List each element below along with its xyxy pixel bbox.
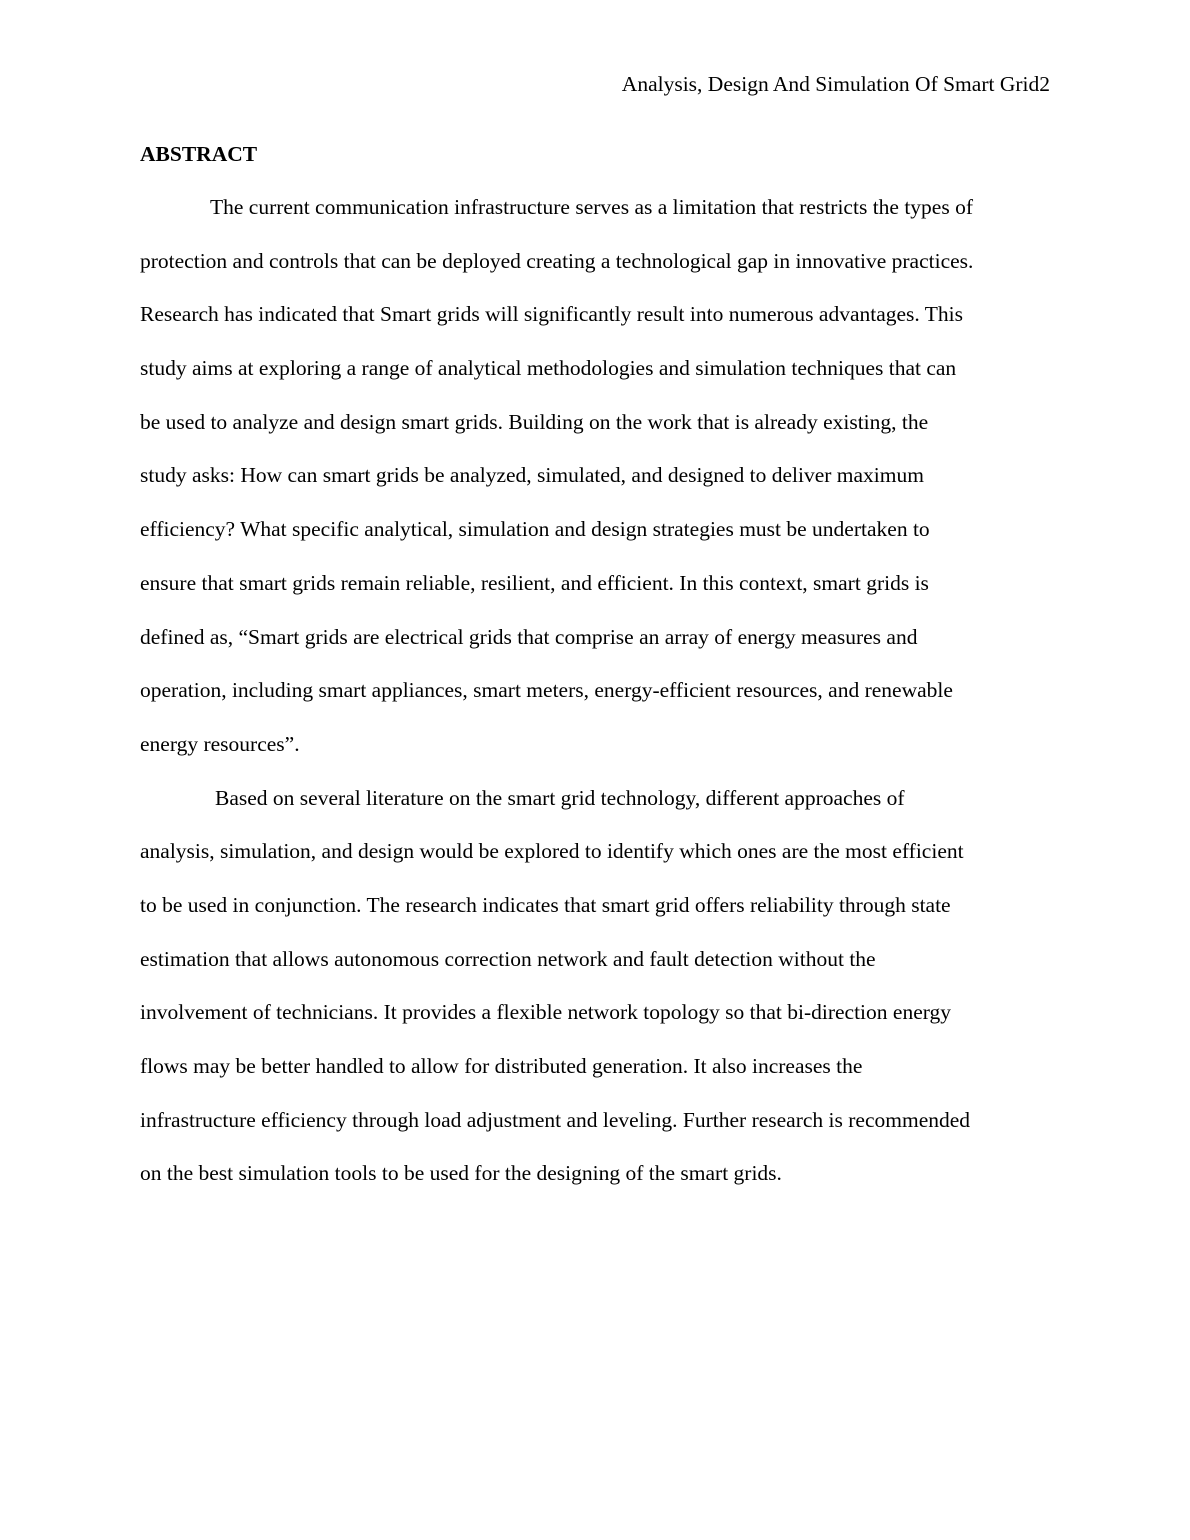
text-line: defined as, “Smart grids are electrical grids that comprise an array of energy measures and (140, 624, 918, 649)
text-line: estimation that allows autonomous correction network and fault detection without the (140, 946, 876, 971)
text-line: on the best simulation tools to be used for the designing of the smart grids. (140, 1161, 782, 1186)
text-line: efficiency? What specific analytical, simulation and design strategies must be undertaken to (140, 517, 930, 542)
text-line: Based on several literature on the smart grid technology, different approaches of (215, 785, 905, 810)
abstract-paragraph-2 (140, 772, 1050, 1202)
text-line: operation, including smart appliances, smart meters, energy-efficient resources, and renewable (140, 678, 953, 703)
text-line: energy resources”. (140, 731, 300, 756)
text-line: study asks: How can smart grids be analyzed, simulated, and designed to deliver maximum (140, 463, 924, 488)
text-line: to be used in conjunction. The research indicates that smart grid offers reliability through state (140, 892, 951, 917)
abstract-paragraph-1 (140, 181, 1050, 772)
text-line: study aims at exploring a range of analytical methodologies and simulation techniques that can (140, 356, 957, 381)
abstract-body (140, 181, 1050, 1201)
text-line: be used to analyze and design smart grids. Building on the work that is already existing, the (140, 409, 929, 434)
text-line: analysis, simulation, and design would be explored to identify which ones are the most efficient (140, 839, 964, 864)
text-line: protection and controls that can be deployed creating a technological gap in innovative practices. (140, 248, 974, 273)
text-line: ensure that smart grids remain reliable, resilient, and efficient. In this context, smart grids is (140, 570, 929, 595)
section-heading: ABSTRACT (140, 142, 258, 166)
text-line: infrastructure efficiency through load adjustment and leveling. Further research is recommended (140, 1107, 971, 1132)
text-line: involvement of technicians. It provides a flexible network topology so that bi-direction energy (140, 1000, 952, 1025)
text-line: flows may be better handled to allow for distributed generation. It also increases the (140, 1054, 863, 1078)
text-line: The current communication infrastructure serves as a limitation that restricts the types of (210, 195, 973, 219)
running-head: Analysis, Design And Simulation Of Smart Grid2 (621, 72, 1050, 96)
text-line: Research has indicated that Smart grids will significantly result into numerous advantages. This (140, 302, 963, 327)
